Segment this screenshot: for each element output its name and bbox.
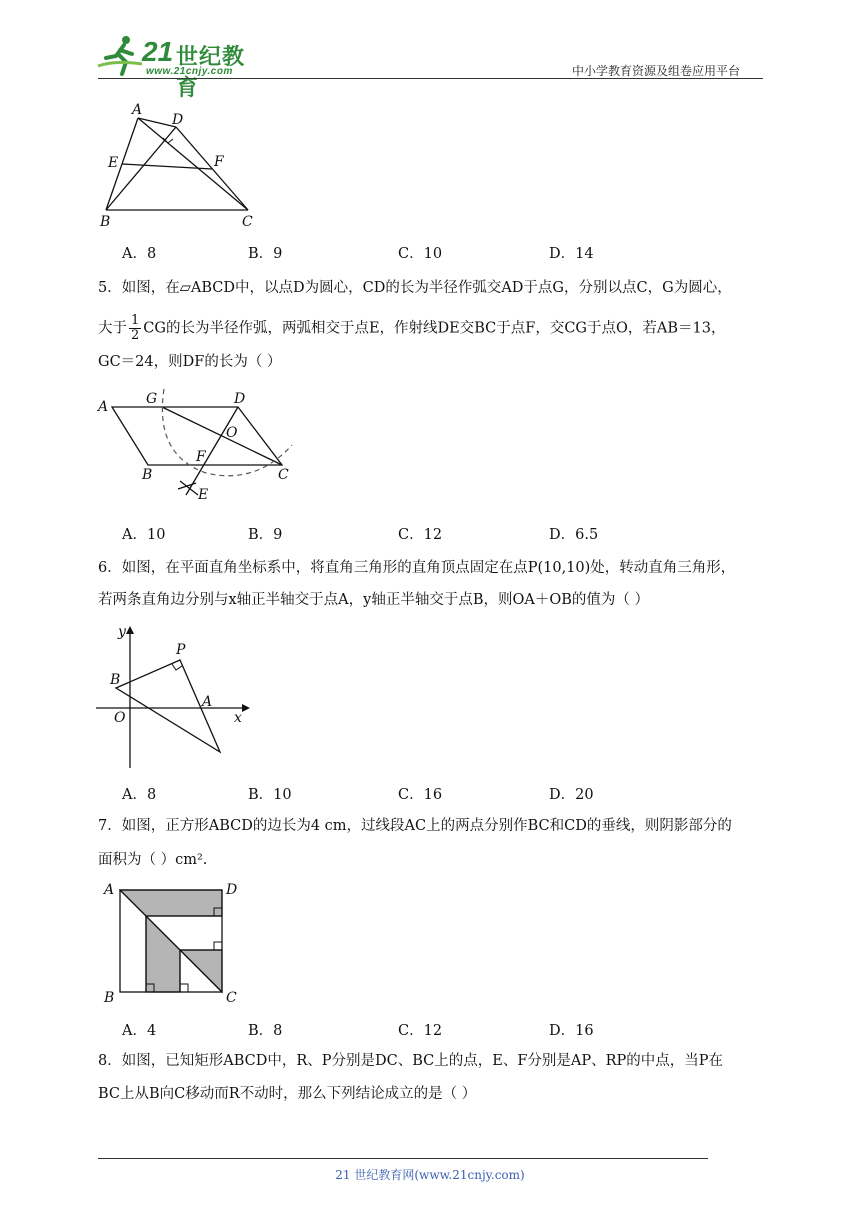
q4-label-e: E — [108, 155, 119, 171]
q4-figure — [96, 100, 266, 230]
q4-option-b[interactable]: B．9 — [248, 246, 283, 262]
q4-label-a: A — [132, 102, 143, 118]
q7-option-c[interactable]: C．12 — [398, 1023, 443, 1039]
footer-link[interactable]: 21 世纪教育网(www.21cnjy.com) — [335, 1168, 525, 1182]
q7-option-d[interactable]: D．16 — [549, 1023, 594, 1039]
q5-label-e: E — [198, 487, 209, 503]
q5-fraction: $\frac{1}{2}$ — [131, 313, 140, 343]
q5-option-d[interactable]: D．6.5 — [549, 527, 599, 543]
logo-url: www.21cnjy.com — [146, 66, 233, 77]
q6-figure — [96, 622, 256, 770]
q7-option-a[interactable]: A．4 — [122, 1023, 157, 1039]
q6-label-o: O — [114, 710, 126, 726]
q5-figure — [96, 385, 306, 507]
runner-logo-icon — [96, 34, 146, 78]
q4-label-d: D — [172, 112, 184, 128]
q6-label-y: y — [118, 624, 126, 640]
q6-option-d[interactable]: D．20 — [549, 787, 594, 803]
q5-line-2-post: CG的长为半径作弧，两弧相交于点E，作射线DE交BC于点F，交CG于点O，若AB＝13， — [143, 320, 726, 337]
q6-label-x: x — [234, 710, 242, 726]
q5-label-g: G — [146, 391, 158, 407]
q5-label-c: C — [278, 467, 289, 483]
q4-label-f: F — [214, 154, 224, 170]
q5-label-d: D — [234, 391, 246, 407]
q7-label-b: B — [104, 990, 115, 1004]
q5-line-3: GC＝24，则DF的长为（ ） — [98, 354, 282, 370]
q5-option-c[interactable]: C．12 — [398, 527, 443, 543]
q6-option-b[interactable]: B．10 — [248, 787, 292, 803]
q7-label-a: A — [104, 882, 115, 898]
logo-number: 21 — [142, 36, 174, 67]
q5-label-b: B — [142, 467, 153, 483]
q6-label-b: B — [110, 672, 121, 688]
q6-line-1: 6．如图，在平面直角坐标系中，将直角三角形的直角顶点固定在点P(10,10)处，转动直角三角形， — [98, 560, 736, 576]
q5-option-b[interactable]: B．9 — [248, 527, 283, 543]
q5-label-o: O — [226, 425, 238, 441]
q6-option-a[interactable]: A．8 — [122, 787, 157, 803]
q7-line-2: 面积为（ ）cm². — [98, 852, 208, 868]
q7-option-b[interactable]: B．8 — [248, 1023, 283, 1039]
q7-label-c: C — [226, 990, 237, 1004]
q5-label-a: A — [98, 399, 109, 415]
logo-text: 世纪教育 — [176, 45, 246, 101]
q4-label-b: B — [100, 214, 111, 230]
q5-line-1: 5．如图，在▱ABCD中，以点D为圆心，CD的长为半径作弧交AD于点G，分别以点C，G为圆心， — [98, 280, 732, 296]
q6-label-a: A — [202, 694, 213, 710]
q5-option-a[interactable]: A．10 — [122, 527, 166, 543]
q4-option-a[interactable]: A．8 — [122, 246, 157, 262]
q4-label-c: C — [242, 214, 253, 230]
q4-option-d[interactable]: D．14 — [549, 246, 594, 262]
header-divider — [98, 78, 763, 79]
q8-line-1: 8．如图，已知矩形ABCD中，R、P分别是DC、BC上的点，E、F分别是AP、RP的中点，当P在 — [98, 1053, 724, 1069]
q8-line-2: BC上从B向C移动而R不动时，那么下列结论成立的是（ ） — [98, 1086, 477, 1102]
q4-option-c[interactable]: C．10 — [398, 246, 443, 262]
header-platform-text: 中小学教育资源及组卷应用平台 — [572, 64, 741, 78]
q5-line-2 — [98, 314, 763, 343]
q6-option-c[interactable]: C．16 — [398, 787, 443, 803]
q7-figure — [100, 878, 250, 1004]
q6-line-2: 若两条直角边分别与x轴正半轴交于点A，y轴正半轴交于点B，则OA＋OB的值为（ ） — [98, 592, 650, 608]
q7-line-1: 7．如图，正方形ABCD的边长为4 cm，过线段AC上的两点分别作BC和CD的垂线，则阴影部分的 — [98, 818, 732, 834]
q6-label-p: P — [176, 642, 186, 658]
q5-line-2-pre: 大于 — [98, 320, 127, 337]
q5-label-f: F — [196, 449, 206, 465]
q7-label-d: D — [226, 882, 238, 898]
footer-divider — [98, 1158, 708, 1159]
header-logo[interactable] — [96, 34, 266, 101]
